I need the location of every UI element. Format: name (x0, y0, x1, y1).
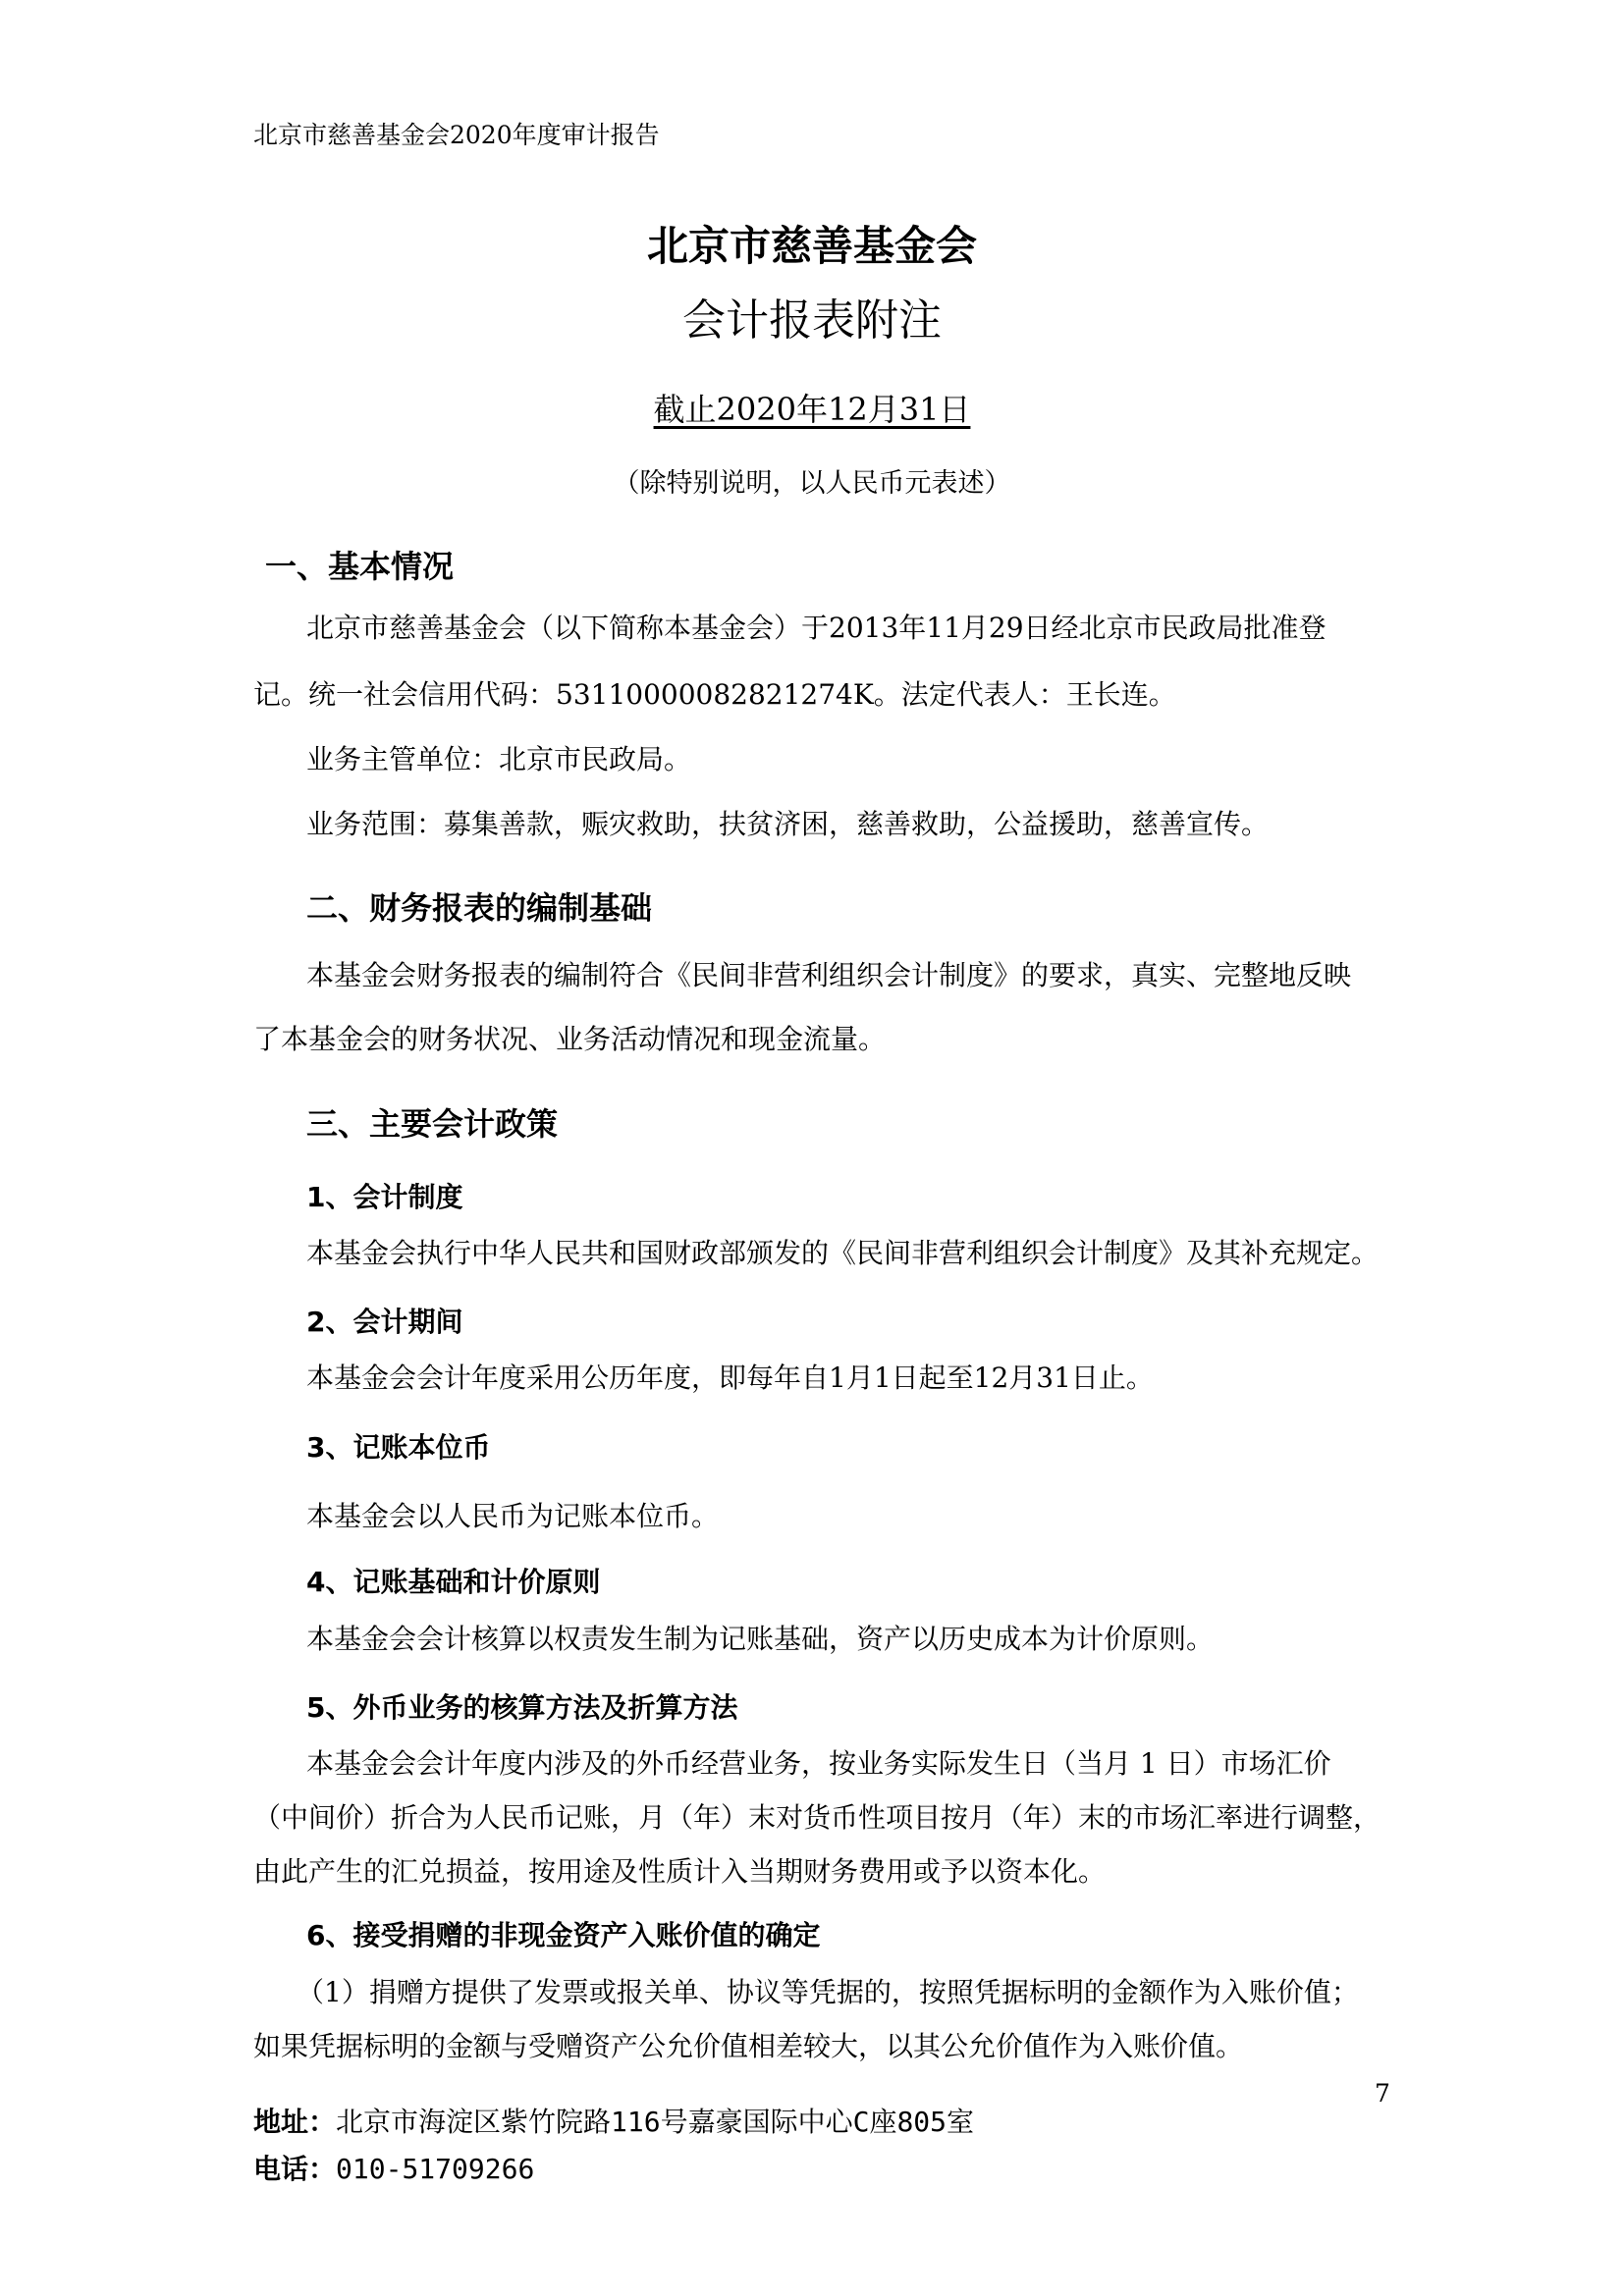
section-3-heading: 三、主要会计政策 (306, 1105, 559, 1143)
section-2-paragraph-1a: 本基金会财务报表的编制符合《民间非营利组织会计制度》的要求，真实、完整地反映 (306, 959, 1352, 991)
item-6-text-b: 如果凭据标明的金额与受赠资产公允价值相差较大，以其公允价值作为入账价值。 (253, 2030, 1244, 2062)
report-date-text: 截止2020年12月31日 (653, 391, 971, 428)
section-1-paragraph-1b: 记。统一社会信用代码：53110000082821274K。法定代表人：王长连。 (253, 678, 1176, 711)
document-title: 北京市慈善基金会 (646, 222, 977, 270)
item-2-text: 本基金会会计年度采用公历年度，即每年自1月1日起至12月31日止。 (306, 1362, 1154, 1394)
item-6-heading: 6、接受捐赠的非现金资产入账价值的确定 (306, 1919, 821, 1951)
item-3-heading: 3、记账本位币 (306, 1431, 491, 1464)
footer-address-text: 北京市海淀区紫竹院路116号嘉豪国际中心C座805室 (336, 2106, 975, 2138)
item-4-heading: 4、记账基础和计价原则 (306, 1566, 601, 1598)
section-2-paragraph-1b: 了本基金会的财务状况、业务活动情况和现金流量。 (253, 1023, 887, 1055)
page-number: 7 (1375, 2079, 1390, 2108)
currency-note: （除特别说明，以人民币元表述） (613, 468, 1011, 499)
item-3-text: 本基金会以人民币为记账本位币。 (306, 1500, 720, 1532)
item-5-text-c: 由此产生的汇兑损益，按用途及性质计入当期财务费用或予以资本化。 (253, 1855, 1107, 1888)
running-header: 北京市慈善基金会2020年度审计报告 (253, 121, 660, 149)
document-subtitle: 会计报表附注 (682, 295, 942, 346)
section-1-paragraph-3: 业务范围：募集善款，赈灾救助，扶贫济困，慈善救助，公益援助，慈善宣传。 (306, 808, 1270, 840)
section-1-paragraph-1a: 北京市慈善基金会（以下简称本基金会）于2013年11月29日经北京市民政局批准登 (306, 612, 1326, 644)
item-6-text-a: （1）捐赠方提供了发票或报关单、协议等凭据的，按照凭据标明的金额作为入账价值； (297, 1976, 1359, 2008)
item-5-text-a: 本基金会会计年度内涉及的外币经营业务，按业务实际发生日（当月 1 日）市场汇价 (306, 1747, 1331, 1780)
item-1-heading: 1、会计制度 (306, 1181, 463, 1213)
section-2-heading: 二、财务报表的编制基础 (306, 889, 653, 927)
item-1-text: 本基金会执行中华人民共和国财政部颁发的《民间非营利组织会计制度》及其补充规定。 (306, 1237, 1380, 1269)
item-5-text-b: （中间价）折合为人民币记账，月（年）末对货币性项目按月（年）末的市场汇率进行调整， (253, 1801, 1381, 1834)
footer-phone-label: 电话： (253, 2153, 337, 2185)
footer-address (253, 2101, 974, 2140)
item-5-heading: 5、外币业务的核算方法及折算方法 (306, 1691, 738, 1724)
report-date (0, 385, 1624, 430)
item-4-text: 本基金会会计核算以权责发生制为记账基础，资产以历史成本为计价原则。 (306, 1623, 1215, 1655)
footer-phone-text: 010-51709266 (336, 2153, 535, 2185)
footer-phone (253, 2148, 534, 2187)
section-1-paragraph-2: 业务主管单位：北京市民政局。 (306, 743, 692, 775)
item-2-heading: 2、会计期间 (306, 1306, 463, 1338)
section-1-heading: 一、基本情况 (265, 548, 455, 585)
footer-address-label: 地址： (253, 2106, 337, 2138)
